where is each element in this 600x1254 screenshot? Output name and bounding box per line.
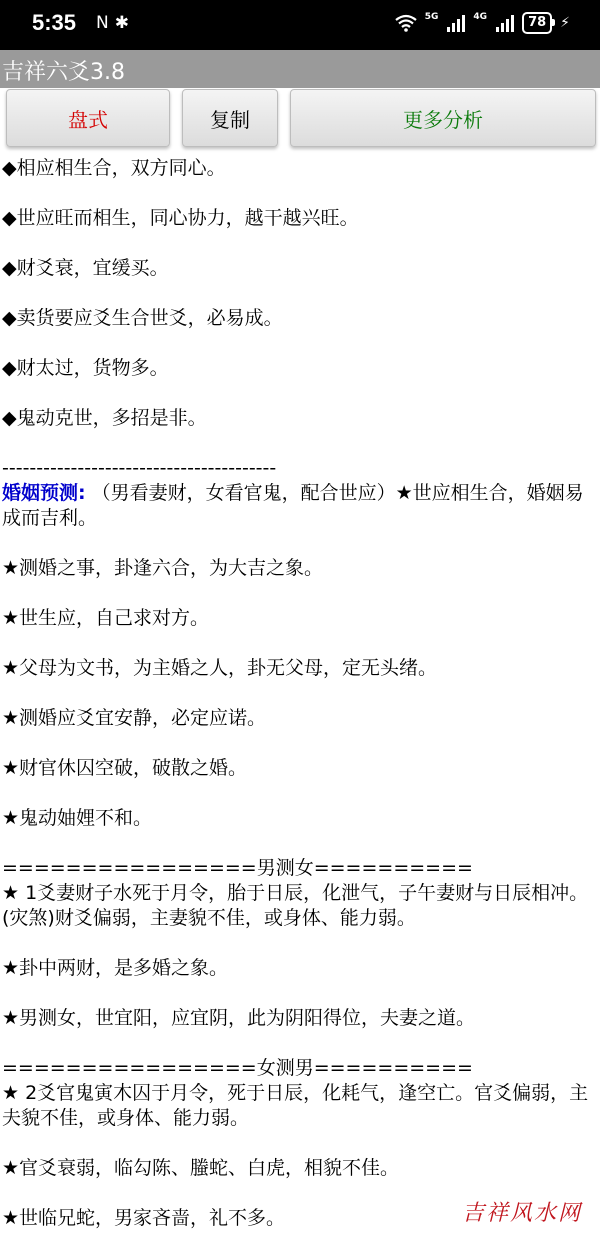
section-divider: ---------------------------------------- <box>2 457 277 479</box>
marriage-paragraph <box>2 481 598 531</box>
pan-button[interactable]: 盘式 <box>6 89 170 147</box>
marriage-intro: （男看妻财，女看官鬼，配合世应）★世应相生合，婚姻易成而吉利。 <box>2 482 584 529</box>
watermark-logo: 吉祥风水网 <box>461 1201 582 1226</box>
wifi-icon <box>395 14 417 32</box>
signal-icon-2 <box>496 14 514 32</box>
analysis-line: ★ 2爻官鬼寅木囚于月令，死于日辰，化耗气，逢空亡。官爻偏弱，主夫貌不佳，或身体、能力弱。 <box>2 1082 589 1129</box>
more-analysis-button[interactable]: 更多分析 <box>290 89 596 147</box>
nfc-icon: N <box>96 13 109 33</box>
network-5g-label: 5G <box>424 12 439 22</box>
analysis-content[interactable] <box>2 156 598 1254</box>
analysis-line: ★ 1爻妻财子水死于月令，胎于日辰，化泄气，子午妻财与日辰相冲。(灾煞)财爻偏弱，主妻貌不佳，或身体、能力弱。 <box>2 882 589 929</box>
status-bar <box>0 0 600 50</box>
marriage-heading: 婚姻预测: <box>2 482 86 504</box>
analysis-line: ★父母为文书，为主婚之人，卦无父母，定无头绪。 <box>2 657 438 679</box>
analysis-line: ★鬼动妯娌不和。 <box>2 807 153 829</box>
bluetooth-icon: ✱ <box>114 13 129 33</box>
analysis-line: ◆财太过，货物多。 <box>2 357 169 379</box>
status-right-icons <box>395 12 570 34</box>
female-section-header: ================女测男========== <box>2 1057 473 1079</box>
analysis-line: ◆卖货要应爻生合世爻，必易成。 <box>2 307 283 329</box>
copy-button[interactable]: 复制 <box>182 89 278 147</box>
analysis-line: ★男测女，世宜阳，应宜阴，此为阴阳得位，夫妻之道。 <box>2 1007 476 1029</box>
analysis-line: ◆鬼动克世，多招是非。 <box>2 407 207 429</box>
network-4g-label: 4G <box>473 12 488 22</box>
charging-icon: ⚡ <box>560 15 570 31</box>
analysis-line: ◆财爻衰，宜缓买。 <box>2 257 169 279</box>
analysis-line: ◆相应相生合，双方同心。 <box>2 157 226 179</box>
status-time: 5:35 <box>32 10 77 35</box>
analysis-line: ★测婚应爻宜安静，必定应诺。 <box>2 707 267 729</box>
app-title: 吉祥六爻3.8 <box>2 60 125 85</box>
app-title-bar <box>0 50 600 88</box>
status-left-icons <box>96 13 129 33</box>
analysis-line: ★官爻衰弱，临勾陈、螣蛇、白虎，相貌不佳。 <box>2 1157 400 1179</box>
signal-icon-1 <box>447 14 465 32</box>
analysis-line: ◆世应旺而相生，同心协力，越干越兴旺。 <box>2 207 359 229</box>
analysis-line: ★世生应，自己求对方。 <box>2 607 210 629</box>
analysis-line: ★财官休囚空破，破散之婚。 <box>2 757 248 779</box>
male-section-header: ================男测女========== <box>2 857 473 879</box>
battery-icon: 78 <box>522 12 552 34</box>
analysis-line: ★卦中两财，是多婚之象。 <box>2 957 229 979</box>
analysis-line: ★世临兄蛇，男家吝啬，礼不多。 <box>2 1207 286 1229</box>
toolbar <box>0 88 600 150</box>
analysis-line: ★测婚之事，卦逢六合，为大吉之象。 <box>2 557 324 579</box>
